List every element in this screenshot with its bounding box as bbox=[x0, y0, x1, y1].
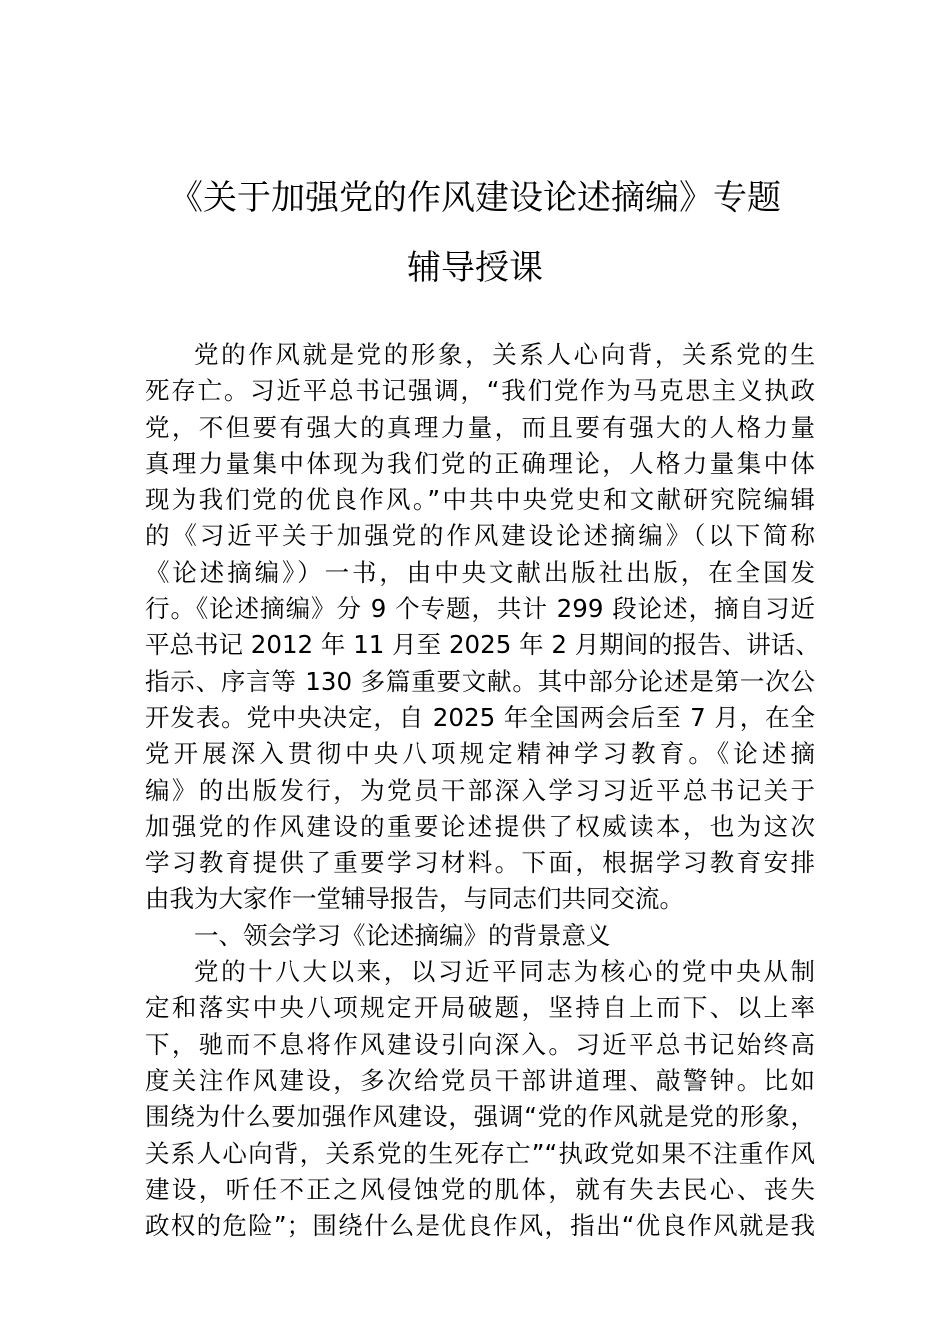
body-line: 现为我们党的优良作风。”中共中央党史和文献研究院编辑 bbox=[145, 485, 815, 515]
body-line: 政权的危险”；围绕什么是优良作风，指出“优良作风就是我 bbox=[145, 1211, 815, 1241]
body-line: 由我为大家作一堂辅导报告，与同志们共同交流。 bbox=[145, 884, 684, 914]
body-line: 开发表。党中央决定，自 2025 年全国两会后至 7 月，在全 bbox=[145, 702, 815, 732]
body-line: 定和落实中央八项规定开局破题，坚持自上而下、以上率 bbox=[145, 993, 815, 1023]
body-line: 党开展深入贯彻中央八项规定精神学习教育。《论述摘 bbox=[145, 739, 815, 769]
body-line: 加强党的作风建设的重要论述提供了权威读本，也为这次 bbox=[145, 811, 815, 841]
body-line: 真理力量集中体现为我们党的正确理论，人格力量集中体 bbox=[145, 448, 815, 478]
body-line: 党的作风就是党的形象，关系人心向背，关系党的生 bbox=[194, 340, 815, 369]
body-line: 围绕为什么要加强作风建设，强调“党的作风就是党的形象， bbox=[145, 1102, 815, 1132]
section-heading: 一、领会学习《论述摘编》的背景意义 bbox=[194, 920, 611, 950]
body-line: 平总书记 2012 年 11 月至 2025 年 2 月期间的报告、讲话、 bbox=[145, 630, 820, 660]
document-body bbox=[145, 337, 820, 1244]
body-line: 行。《论述摘编》分 9 个专题，共计 299 段论述，摘自习近 bbox=[145, 594, 815, 624]
body-line: 的《习近平关于加强党的作风建设论述摘编》（以下简称 bbox=[145, 521, 815, 551]
body-line: 度关注作风建设，多次给党员干部讲道理、敲警钟。比如 bbox=[145, 1065, 815, 1095]
body-line: 《论述摘编》）一书，由中央文献出版社出版，在全国发 bbox=[145, 557, 815, 587]
document-title-line-1: 《关于加强党的作风建设论述摘编》专题 bbox=[169, 178, 781, 218]
body-line: 学习教育提供了重要学习材料。下面，根据学习教育安排 bbox=[145, 848, 815, 878]
body-line: 下，驰而不息将作风建设引向深入。习近平总书记始终高 bbox=[145, 1029, 815, 1059]
body-line: 党的十八大以来，以习近平同志为核心的党中央从制 bbox=[194, 957, 815, 987]
body-line: 党，不但要有强大的真理力量，而且要有强大的人格力量 bbox=[145, 412, 815, 442]
body-line: 死存亡。习近平总书记强调，“我们党作为马克思主义执政 bbox=[145, 376, 815, 406]
document-title-line-2: 辅导授课 bbox=[407, 248, 543, 288]
body-line: 指示、序言等 130 多篇重要文献。其中部分论述是第一次公 bbox=[145, 666, 815, 696]
body-line: 建设，听任不正之风侵蚀党的肌体，就有失去民心、丧失 bbox=[145, 1174, 815, 1204]
body-line: 关系人心向背，关系党的生死存亡”“执政党如果不注重作风 bbox=[145, 1138, 815, 1168]
body-line: 编》的出版发行，为党员干部深入学习习近平总书记关于 bbox=[145, 775, 815, 805]
